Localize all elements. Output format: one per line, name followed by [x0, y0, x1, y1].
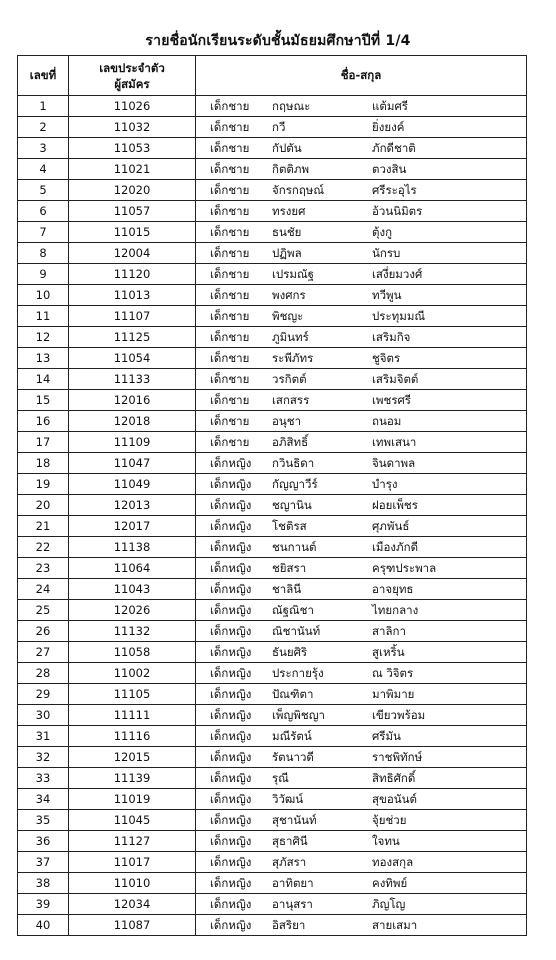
applicant-id: 12018	[69, 411, 196, 432]
student-number: 25	[18, 600, 69, 621]
student-number: 23	[18, 558, 69, 579]
name-prefix: เด็กหญิง	[210, 498, 252, 512]
applicant-id: 11049	[69, 474, 196, 495]
applicant-id: 11109	[69, 432, 196, 453]
student-number: 4	[18, 159, 69, 180]
last-name: แต้มศรี	[372, 99, 408, 113]
table-row	[18, 663, 527, 684]
first-name: อภิสิทธิ์	[272, 435, 309, 449]
applicant-id: 11138	[69, 537, 196, 558]
student-number: 2	[18, 117, 69, 138]
last-name: ประทุมมณี	[372, 309, 426, 323]
first-name: กฤษณะ	[272, 99, 311, 113]
name-prefix: เด็กหญิง	[210, 771, 252, 785]
last-name: ศุภพันธ์	[372, 519, 410, 533]
student-name-cell	[196, 516, 527, 537]
last-name: เสริมจิตต์	[372, 372, 419, 386]
student-name-cell	[196, 243, 527, 264]
applicant-id: 11010	[69, 873, 196, 894]
student-number: 10	[18, 285, 69, 306]
last-name: ทวีพูน	[372, 288, 402, 302]
last-name: ณ วิจิตร	[372, 666, 414, 680]
first-name: ปัณฑิตา	[272, 687, 314, 701]
table-row	[18, 915, 527, 936]
first-name: โชติรส	[272, 519, 307, 533]
first-name: ชนกานต์	[272, 540, 317, 554]
name-prefix: เด็กหญิง	[210, 855, 252, 869]
applicant-id: 11133	[69, 369, 196, 390]
student-number: 24	[18, 579, 69, 600]
table-header-row	[18, 56, 527, 96]
student-name-cell	[196, 201, 527, 222]
applicant-id: 12013	[69, 495, 196, 516]
first-name: กวินธิดา	[272, 456, 315, 470]
name-prefix: เด็กชาย	[210, 141, 250, 155]
student-name-cell	[196, 894, 527, 915]
table-row	[18, 768, 527, 789]
last-name: สิทธิศักดิ์	[372, 771, 416, 785]
student-name-cell	[196, 159, 527, 180]
student-name-cell	[196, 390, 527, 411]
last-name: เสงี่ยมวงศ์	[372, 267, 423, 281]
student-number: 5	[18, 180, 69, 201]
first-name: ชาลินี	[272, 582, 302, 596]
student-name-cell	[196, 663, 527, 684]
last-name: ศรีมัน	[372, 729, 401, 743]
applicant-id: 11132	[69, 621, 196, 642]
applicant-id: 11019	[69, 789, 196, 810]
table-row	[18, 495, 527, 516]
last-name: บำรุง	[372, 477, 398, 491]
student-name-cell	[196, 831, 527, 852]
table-row	[18, 138, 527, 159]
header-applicant-id-line1: เลขประจำตัว	[99, 60, 165, 75]
first-name: ทรงยศ	[272, 204, 306, 218]
last-name: ภิญโญ	[372, 897, 406, 911]
applicant-id: 11045	[69, 810, 196, 831]
student-number: 38	[18, 873, 69, 894]
header-applicant-id	[69, 56, 196, 96]
first-name: ภูมินทร์	[272, 330, 309, 344]
name-prefix: เด็กหญิง	[210, 750, 252, 764]
last-name: ภักดีชาติ	[372, 141, 416, 155]
student-number: 9	[18, 264, 69, 285]
name-prefix: เด็กชาย	[210, 183, 250, 197]
last-name: เพชรศรี	[372, 393, 411, 407]
student-name-cell	[196, 117, 527, 138]
student-number: 21	[18, 516, 69, 537]
student-name-cell	[196, 852, 527, 873]
last-name: ถนอม	[372, 414, 402, 428]
last-name: ไทยกลาง	[372, 603, 419, 617]
name-prefix: เด็กหญิง	[210, 897, 252, 911]
last-name: ตวงสิน	[372, 162, 407, 176]
student-name-cell	[196, 474, 527, 495]
student-number: 39	[18, 894, 69, 915]
header-number: เลขที่	[18, 56, 69, 96]
student-roster-table	[17, 55, 527, 936]
student-name-cell	[196, 873, 527, 894]
applicant-id: 12020	[69, 180, 196, 201]
last-name: ใจทน	[372, 834, 400, 848]
table-row	[18, 285, 527, 306]
table-row	[18, 810, 527, 831]
table-row	[18, 852, 527, 873]
first-name: เสกสรร	[272, 393, 310, 407]
name-prefix: เด็กชาย	[210, 120, 250, 134]
applicant-id: 11032	[69, 117, 196, 138]
table-row	[18, 117, 527, 138]
name-prefix: เด็กหญิง	[210, 813, 252, 827]
table-row	[18, 579, 527, 600]
student-number: 40	[18, 915, 69, 936]
last-name: มาพิมาย	[372, 687, 415, 701]
name-prefix: เด็กหญิง	[210, 477, 252, 491]
table-row	[18, 642, 527, 663]
student-number: 26	[18, 621, 69, 642]
last-name: สุขอนันต์	[372, 792, 417, 806]
name-prefix: เด็กชาย	[210, 393, 250, 407]
last-name: เสริมกิจ	[372, 330, 411, 344]
applicant-id: 11107	[69, 306, 196, 327]
first-name: ระพีภัทร	[272, 351, 314, 365]
applicant-id: 11057	[69, 201, 196, 222]
first-name: กิตติภพ	[272, 162, 310, 176]
last-name: ฝอยเพ็ชร	[372, 498, 418, 512]
table-row	[18, 894, 527, 915]
table-row	[18, 180, 527, 201]
student-name-cell	[196, 621, 527, 642]
name-prefix: เด็กชาย	[210, 225, 250, 239]
last-name: จินดาพล	[372, 456, 416, 470]
student-number: 29	[18, 684, 69, 705]
first-name: ณัฐณิชา	[272, 603, 314, 617]
first-name: รัตนาวดี	[272, 750, 314, 764]
table-row	[18, 726, 527, 747]
applicant-id: 11047	[69, 453, 196, 474]
last-name: ยิ่งยงค์	[372, 120, 405, 134]
applicant-id: 12004	[69, 243, 196, 264]
name-prefix: เด็กชาย	[210, 99, 250, 113]
name-prefix: เด็กหญิง	[210, 456, 252, 470]
name-prefix: เด็กหญิง	[210, 603, 252, 617]
student-number: 22	[18, 537, 69, 558]
student-number: 20	[18, 495, 69, 516]
student-name-cell	[196, 642, 527, 663]
last-name: สายเสมา	[372, 918, 418, 932]
name-prefix: เด็กหญิง	[210, 519, 252, 533]
table-row	[18, 747, 527, 768]
student-name-cell	[196, 684, 527, 705]
applicant-id: 11111	[69, 705, 196, 726]
student-number: 17	[18, 432, 69, 453]
first-name: สุภัสรา	[272, 855, 307, 869]
name-prefix: เด็กชาย	[210, 351, 250, 365]
name-prefix: เด็กหญิง	[210, 666, 252, 680]
last-name: คงทิพย์	[372, 876, 408, 890]
student-name-cell	[196, 789, 527, 810]
table-row	[18, 789, 527, 810]
applicant-id: 11017	[69, 852, 196, 873]
student-name-cell	[196, 432, 527, 453]
table-row	[18, 201, 527, 222]
student-number: 27	[18, 642, 69, 663]
student-number: 15	[18, 390, 69, 411]
table-row	[18, 558, 527, 579]
first-name: กัญญาวีร์	[272, 477, 318, 491]
student-name-cell	[196, 138, 527, 159]
student-name-cell	[196, 180, 527, 201]
first-name: ธนชัย	[272, 225, 302, 239]
name-prefix: เด็กชาย	[210, 204, 250, 218]
name-prefix: เด็กชาย	[210, 330, 250, 344]
first-name: อานุสรา	[272, 897, 313, 911]
last-name: อ้วนนิมิตร	[372, 204, 423, 218]
applicant-id: 11015	[69, 222, 196, 243]
table-row	[18, 327, 527, 348]
first-name: อนุชา	[272, 414, 302, 428]
name-prefix: เด็กหญิง	[210, 729, 252, 743]
student-name-cell	[196, 411, 527, 432]
student-number: 36	[18, 831, 69, 852]
table-row	[18, 243, 527, 264]
name-prefix: เด็กชาย	[210, 372, 250, 386]
student-name-cell	[196, 768, 527, 789]
document-title: รายชื่อนักเรียนระดับชั้นมัธยมศึกษาปีที่ 1/4	[145, 33, 411, 49]
table-row	[18, 831, 527, 852]
first-name: จักรกฤษณ์	[272, 183, 325, 197]
last-name: เมืองภักดี	[372, 540, 419, 554]
name-prefix: เด็กหญิง	[210, 834, 252, 848]
last-name: เทพเสนา	[372, 435, 417, 449]
applicant-id: 11105	[69, 684, 196, 705]
table-row	[18, 306, 527, 327]
student-number: 34	[18, 789, 69, 810]
table-row	[18, 537, 527, 558]
student-name-cell	[196, 810, 527, 831]
first-name: พิชญะ	[272, 309, 304, 323]
table-row	[18, 222, 527, 243]
first-name: ณิชานันท์	[272, 624, 321, 638]
student-name-cell	[196, 453, 527, 474]
table-row	[18, 453, 527, 474]
first-name: ปฏิพล	[272, 246, 302, 260]
applicant-id: 11043	[69, 579, 196, 600]
applicant-id: 11139	[69, 768, 196, 789]
student-name-cell	[196, 495, 527, 516]
name-prefix: เด็กหญิง	[210, 561, 252, 575]
table-row	[18, 411, 527, 432]
student-name-cell	[196, 558, 527, 579]
first-name: มณีรัตน์	[272, 729, 312, 743]
applicant-id: 11125	[69, 327, 196, 348]
applicant-id: 11054	[69, 348, 196, 369]
applicant-id: 12034	[69, 894, 196, 915]
applicant-id: 12015	[69, 747, 196, 768]
first-name: ธันยศิริ	[272, 645, 308, 659]
applicant-id: 12017	[69, 516, 196, 537]
name-prefix: เด็กชาย	[210, 435, 250, 449]
first-name: ชยิสรา	[272, 561, 307, 575]
applicant-id: 11058	[69, 642, 196, 663]
student-number: 3	[18, 138, 69, 159]
student-name-cell	[196, 537, 527, 558]
first-name: วิวัฒน์	[272, 792, 304, 806]
table-row	[18, 369, 527, 390]
applicant-id: 11087	[69, 915, 196, 936]
first-name: กัปตัน	[272, 141, 302, 155]
header-applicant-id-line2: ผู้สมัคร	[114, 76, 150, 91]
last-name: ครุฑประพาล	[372, 561, 437, 575]
student-number: 28	[18, 663, 69, 684]
student-number: 14	[18, 369, 69, 390]
student-number: 35	[18, 810, 69, 831]
student-name-cell	[196, 222, 527, 243]
header-full-name: ชื่อ-สกุล	[196, 56, 527, 96]
table-row	[18, 705, 527, 726]
student-name-cell	[196, 348, 527, 369]
student-number: 33	[18, 768, 69, 789]
student-name-cell	[196, 285, 527, 306]
first-name: อาทิตยา	[272, 876, 314, 890]
last-name: ราชพิทักษ์	[372, 750, 423, 764]
name-prefix: เด็กชาย	[210, 267, 250, 281]
first-name: พงศกร	[272, 288, 306, 302]
first-name: วรกิตต์	[272, 372, 307, 386]
applicant-id: 11021	[69, 159, 196, 180]
student-name-cell	[196, 96, 527, 117]
table-body	[18, 96, 527, 936]
applicant-id: 11053	[69, 138, 196, 159]
table-row	[18, 474, 527, 495]
first-name: ประกายรุ้ง	[272, 666, 324, 680]
last-name: สูเหริ้น	[372, 645, 405, 659]
table-row	[18, 684, 527, 705]
student-name-cell	[196, 747, 527, 768]
table-row	[18, 432, 527, 453]
applicant-id: 11116	[69, 726, 196, 747]
student-name-cell	[196, 264, 527, 285]
last-name: สาลิกา	[372, 624, 406, 638]
student-number: 8	[18, 243, 69, 264]
name-prefix: เด็กหญิง	[210, 645, 252, 659]
student-number: 7	[18, 222, 69, 243]
applicant-id: 11002	[69, 663, 196, 684]
applicant-id: 11127	[69, 831, 196, 852]
student-number: 12	[18, 327, 69, 348]
student-number: 18	[18, 453, 69, 474]
name-prefix: เด็กหญิง	[210, 708, 252, 722]
first-name: ชญานิน	[272, 498, 312, 512]
name-prefix: เด็กหญิง	[210, 687, 252, 701]
last-name: อาจยุทธ	[372, 582, 414, 596]
name-prefix: เด็กหญิง	[210, 540, 252, 554]
first-name: เพ็ญพิชญา	[272, 708, 325, 722]
student-number: 16	[18, 411, 69, 432]
name-prefix: เด็กชาย	[210, 414, 250, 428]
table-row	[18, 873, 527, 894]
name-prefix: เด็กหญิง	[210, 876, 252, 890]
student-name-cell	[196, 327, 527, 348]
student-number: 32	[18, 747, 69, 768]
student-name-cell	[196, 705, 527, 726]
student-number: 1	[18, 96, 69, 117]
last-name: ทองสกุล	[372, 855, 414, 869]
applicant-id: 12016	[69, 390, 196, 411]
first-name: สุชานันท์	[272, 813, 317, 827]
name-prefix: เด็กหญิง	[210, 582, 252, 596]
name-prefix: เด็กชาย	[210, 309, 250, 323]
last-name: นักรบ	[372, 246, 401, 260]
table-row	[18, 600, 527, 621]
last-name: ชูจิตร	[372, 351, 401, 365]
table-row	[18, 96, 527, 117]
name-prefix: เด็กชาย	[210, 246, 250, 260]
applicant-id: 11064	[69, 558, 196, 579]
last-name: จุ้ยช่วย	[372, 813, 407, 827]
table-row	[18, 621, 527, 642]
first-name: อิสริยา	[272, 918, 306, 932]
first-name: กวี	[272, 120, 286, 134]
student-number: 13	[18, 348, 69, 369]
student-name-cell	[196, 369, 527, 390]
last-name: เขียวพร้อม	[372, 708, 426, 722]
student-number: 31	[18, 726, 69, 747]
student-name-cell	[196, 579, 527, 600]
student-name-cell	[196, 726, 527, 747]
student-number: 19	[18, 474, 69, 495]
name-prefix: เด็กชาย	[210, 288, 250, 302]
student-name-cell	[196, 600, 527, 621]
student-name-cell	[196, 306, 527, 327]
applicant-id: 11013	[69, 285, 196, 306]
last-name: ศรีระอุไร	[372, 183, 417, 197]
name-prefix: เด็กหญิง	[210, 624, 252, 638]
first-name: เปรมณัฐ	[272, 267, 315, 281]
table-row	[18, 264, 527, 285]
student-number: 6	[18, 201, 69, 222]
student-number: 11	[18, 306, 69, 327]
name-prefix: เด็กชาย	[210, 162, 250, 176]
first-name: รุณี	[272, 771, 289, 785]
student-name-cell	[196, 915, 527, 936]
last-name: ตุ้งกู	[372, 225, 393, 239]
first-name: สุธาศินี	[272, 834, 308, 848]
applicant-id: 11026	[69, 96, 196, 117]
table-row	[18, 516, 527, 537]
applicant-id: 11120	[69, 264, 196, 285]
name-prefix: เด็กหญิง	[210, 918, 252, 932]
applicant-id: 12026	[69, 600, 196, 621]
table-row	[18, 348, 527, 369]
table-row	[18, 159, 527, 180]
table-row	[18, 390, 527, 411]
name-prefix: เด็กหญิง	[210, 792, 252, 806]
student-number: 37	[18, 852, 69, 873]
student-number: 30	[18, 705, 69, 726]
